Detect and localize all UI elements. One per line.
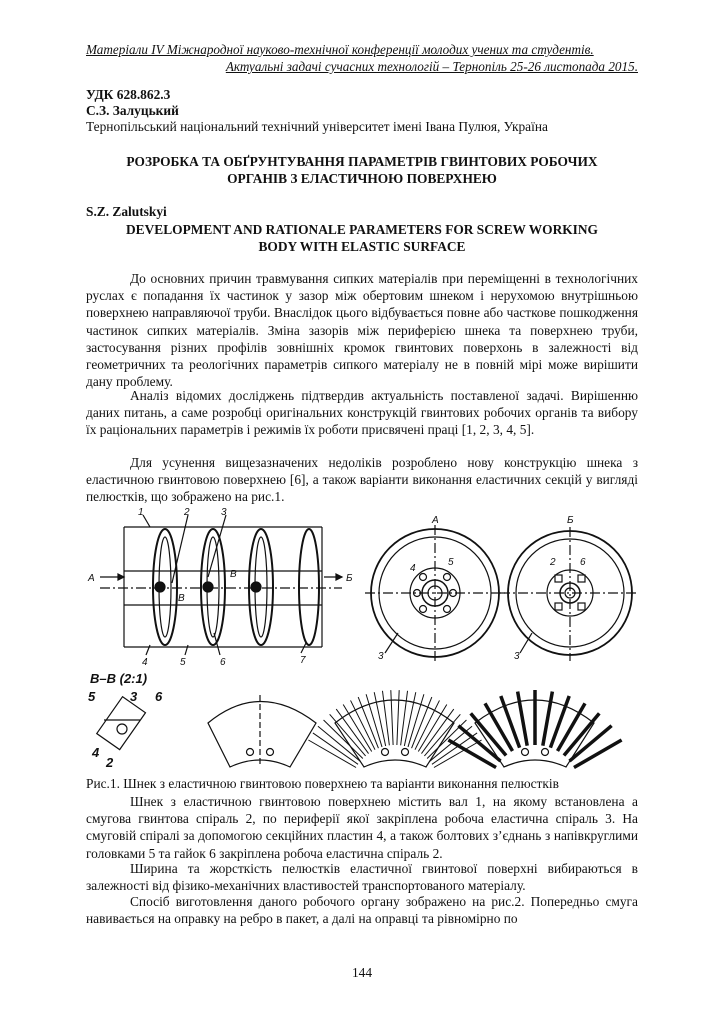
label-4: 4 (142, 657, 148, 668)
label-2: 2 (184, 507, 190, 518)
label-section-a: А (432, 515, 439, 526)
label-d-5: 5 (88, 689, 96, 704)
label-6: 6 (220, 657, 226, 668)
label-b-arrow: Б (346, 573, 353, 584)
author-en: S.Z. Zalutskyi (86, 204, 167, 219)
screw-side-view (100, 515, 342, 655)
label-d-4: 4 (92, 745, 100, 760)
label-v1: В (178, 593, 185, 604)
page-number: 144 (351, 965, 373, 980)
petal-variant-plain (208, 695, 316, 767)
petal-variant-wide-slots (448, 690, 621, 768)
paragraph-manufacturing: Спосіб виготовлення даного робочого органу зображено на рис.2. Попередньо смуга навивається на оправку на ребро в пакет, а далі на оправці та рівномірно по (86, 894, 638, 927)
label-b-3: 3 (514, 651, 520, 662)
label-b-2: 2 (550, 557, 556, 568)
author-ua: С.З. Залуцький (86, 103, 179, 118)
petal-variant-thin-slots (308, 690, 481, 767)
title-en: DEVELOPMENT AND RATIONALE PARAMETERS FOR SCREW WORKING BODY WITH ELASTIC SURFACE (126, 222, 598, 254)
label-v2: В (230, 569, 237, 580)
label-d-6: 6 (155, 689, 163, 704)
label-d-2: 2 (106, 755, 114, 770)
paragraph-width: Ширина та жорсткість пелюстків еластичної гвинтової поверхні вибираються в залежності від фізико-механічних властивостей транспортованого матеріалу. (86, 861, 638, 894)
paragraph-design: Для усунення вищезазначених недоліків розроблено нову конструкцію шнека з еластичною гвинтовою поверхнею [6], а також варіанти виконання еластичних секцій у вигляді пелюстків, що зображено на рис.1. (86, 455, 638, 505)
paragraph-description: Шнек з еластичною гвинтовою поверхнею містить вал 1, на якому встановлена а смугова гвинтова спіраль 2, по периферії якої закріплена робоча еластична спіраль 3. На смуговій спіралі за допомогою секційних пластин 4, а також болтових з’єднань з напівкруглими головками 5 та гайок 6 закріплена робоча еластична спіраль 2. (86, 794, 638, 861)
label-section-vv: В–В (2:1) (90, 671, 148, 686)
label-a-3: 3 (378, 651, 384, 662)
label-section-b: Б (567, 515, 574, 526)
section-b-view (500, 527, 638, 661)
section-a-view (365, 525, 505, 663)
label-a-arrow: А (88, 573, 95, 584)
conference-header-line2: Актуальні задачі сучасних технологій – Тернопіль 25-26 листопада 2015. (225, 59, 638, 74)
label-a-4: 4 (410, 563, 416, 574)
label-5: 5 (180, 657, 186, 668)
figure-caption: Рис.1. Шнек з еластичною гвинтовою поверхнею та варіанти виконання пелюстків (86, 776, 559, 791)
label-1: 1 (138, 507, 144, 518)
label-b-6: 6 (580, 557, 586, 568)
figure-1-screw-drawing (80, 505, 650, 773)
conference-header-line1: Матеріали IV Міжнародної науково-технічної конференції молодих учених та студентів. (86, 42, 594, 57)
paragraph-intro: До основних причин травмування сипких матеріалів при переміщенні в технологічних руслах є попадання їх частинок у зазор між обертовим шнеком і нерухомою внутрішньою поверхнею направляючої труби. Внаслідок цього відбувається повне або часткове пошкодження частинок сипких матеріалів. Зміна зазорів між периферією шнека та поверхнею труби, застосування різних профілів зовнішніх кромок гвинтових поверхонь в залежності від геометричних та реологічних параметрів сипкого матеріалу не в повній мірі може вирішити дану проблему. (86, 271, 638, 390)
affiliation: Тернопільський національний технічний університет імені Івана Пулюя, Україна (86, 119, 548, 134)
label-d-3: 3 (130, 689, 138, 704)
label-a-5: 5 (448, 557, 454, 568)
paragraph-analysis: Аналіз відомих досліджень підтвердив актуальність поставленої задачі. Вирішенню даних питань, а саме розробці оригінальних конструкцій гвинтових робочих органів та вибору їх раціональних параметрів і режимів їх роботи присвячені праці [1, 2, 3, 4, 5]. (86, 388, 638, 438)
label-7: 7 (300, 655, 306, 666)
label-3: 3 (221, 507, 227, 518)
detail-section-view (97, 697, 146, 750)
title-ua: РОЗРОБКА ТА ОБҐРУНТУВАННЯ ПАРАМЕТРІВ ГВИНТОВИХ РОБОЧИХ ОРГАНІВ З ЕЛАСТИЧНОЮ ПОВЕРХНЕЮ (126, 154, 598, 186)
udk-code: УДК 628.862.3 (86, 87, 171, 102)
